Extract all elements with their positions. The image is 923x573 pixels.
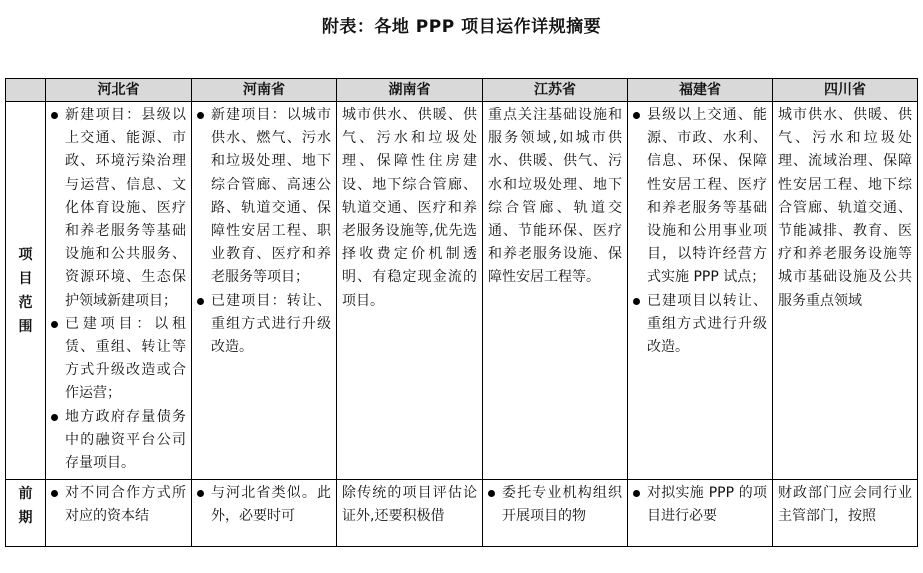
cell-jiangsu-scope: 重点关注基础设施和服务领域,如城市供水、供暖、供气、污水和垃圾处理、地下综合管廊、轨道交通、节能环保、医疗和养老服务设施、保障性安居工程等。: [483, 102, 628, 480]
ppp-summary-table: [5, 78, 918, 547]
list-item: 与河北省类似。此外，必要时可: [197, 482, 331, 528]
row-label-preliminary: 前 期: [6, 480, 46, 547]
table-header-row: [6, 79, 918, 102]
row-label-project-scope: 项 目 范 围: [6, 102, 46, 480]
list-item: 已建项目：转让、重组方式进行升级改造。: [197, 290, 331, 360]
cell-henan-preliminary: [192, 480, 337, 547]
list-item: 县级以上交通、能源、市政、水利、信息、环保、保障性安居工程、医疗和养老服务等基础设施和公用事业项目，以特许经营方式实施 PPP 试点；: [633, 104, 767, 290]
list-item: 已建项目：以租赁、重组、转让等方式升级改造或合作运营；: [51, 313, 186, 406]
cell-hunan-scope: 城市供水、供暖、供气、污水和垃圾处理、保障性住房建设、地下综合管廊、轨道交通、医疗和养老服务设施等,优先选择收费定价机制透明、有稳定现金流的项目。: [337, 102, 483, 480]
cell-henan-scope: [192, 102, 337, 480]
cell-fujian-preliminary: [628, 480, 773, 547]
list-item: 新建项目：县级以上交通、能源、市政、环境污染治理与运营、信息、文化体育设施、医疗和养老服务等基础设施和公共服务、资源环境、生态保护领域新建项目；: [51, 104, 186, 313]
header-hunan: 湖南省: [337, 79, 483, 102]
cell-hunan-preliminary: 除传统的项目评估论证外,还要积极借: [337, 480, 483, 547]
cell-jiangsu-preliminary: [483, 480, 628, 547]
list-item: 地方政府存量债务中的融资平台公司存量项目。: [51, 406, 186, 476]
table-row-preliminary: [6, 480, 918, 547]
list-item: 已建项目以转让、重组方式进行升级改造。: [633, 290, 767, 360]
page-title: 附表：各地 PPP 项目运作详规摘要: [321, 17, 602, 37]
list-item: 新建项目：以城市供水、燃气、污水和垃圾处理、地下综合管廊、高速公路、轨道交通、保障性安居工程、职业教育、医疗和养老服务等项目；: [197, 104, 331, 290]
header-sichuan: 四川省: [773, 79, 918, 102]
table-row-project-scope: [6, 102, 918, 480]
header-henan: 河南省: [192, 79, 337, 102]
cell-fujian-scope: [628, 102, 773, 480]
header-hebei: 河北省: [46, 79, 192, 102]
header-corner: [6, 79, 46, 102]
list-item: 对不同合作方式所对应的资本结: [51, 482, 186, 528]
cell-sichuan-preliminary: 财政部门应会同行业主管部门，按照: [773, 480, 918, 547]
header-jiangsu: 江苏省: [483, 79, 628, 102]
cell-hebei-scope: [46, 102, 192, 480]
cell-hebei-preliminary: [46, 480, 192, 547]
list-item: 委托专业机构组织开展项目的物: [488, 482, 622, 528]
cell-sichuan-scope: 城市供水、供暖、供气、污水和垃圾处理、流域治理、保障性安居工程、地下综合管廊、轨道交通、节能减排、教育、医疗和养老服务设施等城市基础设施及公共服务重点领域: [773, 102, 918, 480]
list-item: 对拟实施 PPP 的项目进行必要: [633, 482, 767, 528]
header-fujian: 福建省: [628, 79, 773, 102]
